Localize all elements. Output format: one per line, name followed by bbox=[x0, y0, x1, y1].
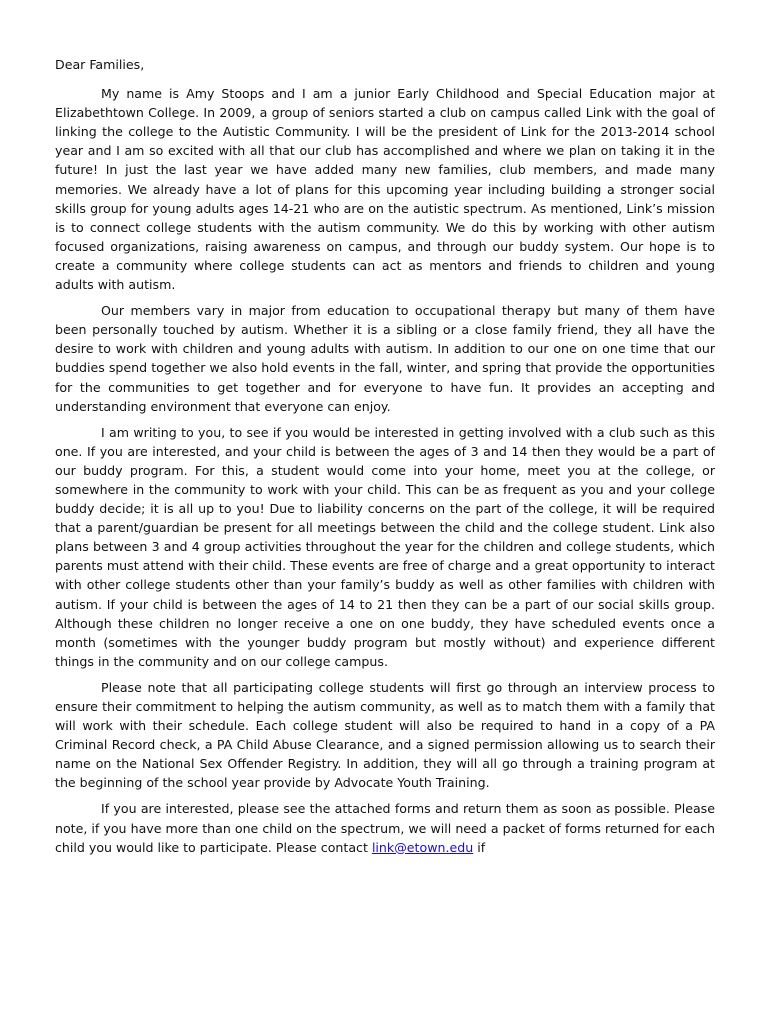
email-link[interactable]: link@etown.edu bbox=[371, 839, 474, 855]
paragraph-contact bbox=[55, 799, 715, 856]
contact-text-before: If you are interested, please see the attached forms and return them as soon as possible. Please note, if you have more than one child on the spectrum, we will need a packet of forms returned for each child you would like to participate. Please contact bbox=[55, 801, 715, 855]
contact-text-after: if bbox=[473, 839, 486, 855]
letter-page bbox=[55, 55, 715, 864]
paragraph-invitation: I am writing to you, to see if you would be interested in getting involved with a club such as this one. If you are interested, and your child is between the ages of 3 and 14 then they would be a part of our buddy program. For this, a student would come into your home, meet you at the college, or somewhere in the community to work with your child. This can be as frequent as you and your college buddy decide; it is all up to you! Due to liability concerns on the part of the college, it will be required that a parent/guardian be present for all meetings between the child and the college student. Link also plans between 3 and 4 group activities throughout the year for the children and college students, which parents must attend with their child. These events are free of charge and a great opportunity to interact with other college students other than your family’s buddy as well as other families with children with autism. If your child is between the ages of 14 to 21 then they can be a part of our social skills group. Although these children no longer receive a one on one buddy, they have scheduled events once a month (sometimes with the younger buddy program but mostly without) and experience different things in the community and on our college campus. bbox=[55, 424, 715, 669]
paragraph-screening: Please note that all participating college students will first go through an interview process to ensure their commitment to helping the autism community, as well as to match them with a family that will work with their schedule. Each college student will also be required to hand in a copy of a PA Criminal Record check, a PA Child Abuse Clearance, and a signed permission allowing us to search their name on the National Sex Offender Registry. In addition, they will all go through a training program at the beginning of the school year provide by Advocate Youth Training. bbox=[55, 679, 715, 791]
paragraph-intro: My name is Amy Stoops and I am a junior Early Childhood and Special Education major at Elizabethtown College. In 2009, a group of seniors started a club on campus called Link with the goal of linking the college to the Autistic Community. I will be the president of Link for the 2013-2014 school year and I am so excited with all that our club has accomplished and where we plan on taking it in the future! In just the last year we have added many new families, club members, and made many memories. We already have a lot of plans for this upcoming year including building a stronger social skills group for young adults ages 14-21 who are on the autistic spectrum. As mentioned, Link’s mission is to connect college students with the autism community. We do this by working with other autism focused organizations, raising awareness on campus, and through our buddy system. Our hope is to create a community where college students can act as mentors and friends to children and young adults with autism. bbox=[55, 86, 715, 293]
paragraph-members: Our members vary in major from education to occupational therapy but many of them have been personally touched by autism. Whether it is a sibling or a close family friend, they all have the desire to work with children and young adults with autism. In addition to our one on one time that our buddies spend together we also hold events in the fall, winter, and spring that provide the opportunities for the communities to get together and for everyone to have fun. It provides an accepting and understanding environment that everyone can enjoy. bbox=[55, 303, 715, 414]
salutation: Dear Families, bbox=[55, 57, 145, 72]
